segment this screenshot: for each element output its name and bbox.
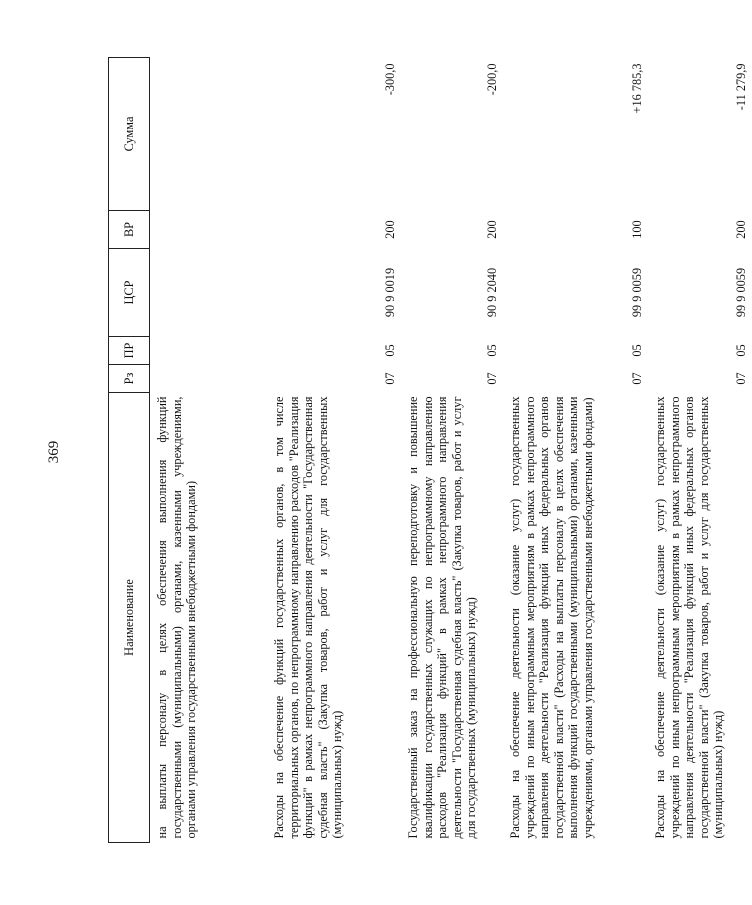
- row-rz: 07: [734, 372, 749, 385]
- header-sum: Сумма: [109, 58, 150, 211]
- row-name: Государственный заказ на профессиональную переподготовку и повышение квалификации государственных служащих по непрограммному направлению расходов "Реализация функций" в рамках непрограммного направления деятельности "Государственная судебная власть" (Закупка товаров, работ и услуг для государственных (муниципальных) нужд): [406, 396, 479, 839]
- row-pr: 05: [630, 344, 645, 357]
- header-vr: ВР: [109, 211, 150, 249]
- row-sum: [150, 58, 268, 211]
- row-csr: 90 9 2040: [485, 267, 500, 318]
- header-rz: Рз: [109, 365, 150, 393]
- row-sum: +16 785,3: [630, 63, 645, 114]
- table-row: [150, 58, 268, 843]
- row-name: Расходы на обеспечение деятельности (оказание услуг) государственных учреждений по иным непрограммным мероприятиям в рамках непрограммного направления деятельности "Реализация функций иных федеральных органов государственной власти" (Закупка товаров, работ и услуг для государственных (муниципальных) нужд): [653, 396, 726, 839]
- row-rz: 07: [485, 372, 500, 385]
- row-csr: 99 9 0059: [630, 267, 645, 318]
- row-vr: 100: [630, 220, 645, 239]
- row-name: Расходы на обеспечение функций государственных органов, в том числе территориальных органов, по непрограммному направлению расходов "Реализация функций" в рамках непрограммного направления деятельности "Государственная судебная власть" (Закупка товаров, работ и услуг для государственных (муниципальных) нужд): [272, 396, 345, 839]
- rotated-page: [108, 58, 749, 843]
- row-pr: 05: [734, 344, 749, 357]
- table-row: [401, 58, 503, 843]
- row-sum: -200,0: [485, 63, 500, 96]
- row-csr: [150, 249, 268, 337]
- row-name: на выплаты персоналу в целях обеспечения выполнения функций государственными (муниципальными) органами, казенными учреждениями, органами управления государственными внебюджетными фондами): [155, 396, 199, 839]
- row-vr: [150, 211, 268, 249]
- row-rz: 07: [383, 372, 398, 385]
- table-row: [503, 58, 648, 843]
- row-sum: -300,0: [383, 63, 398, 96]
- table-header-row: [109, 58, 150, 843]
- row-name: Расходы на обеспечение деятельности (оказание услуг) государственных учреждений по иным непрограммным мероприятиям в рамках непрограммного направления деятельности "Реализация функций иных федеральных органов государственной власти" (Расходы на выплаты персоналу в целях обеспечения выполнения функций государственными (муниципальными) органами, казенными учреждениями, органами управления государственными внебюджетными фондами): [508, 396, 595, 839]
- row-pr: [150, 337, 268, 365]
- header-csr: ЦСР: [109, 249, 150, 337]
- row-sum: -11 279,9: [734, 63, 749, 111]
- budget-table: [108, 57, 752, 843]
- row-vr: 200: [485, 220, 500, 239]
- header-name: Наименование: [109, 393, 150, 843]
- row-rz: [150, 365, 268, 393]
- row-csr: 90 9 0019: [383, 267, 398, 318]
- row-vr: 200: [734, 220, 749, 239]
- table-row: [648, 58, 752, 843]
- header-pr: ПР: [109, 337, 150, 365]
- row-pr: 05: [383, 344, 398, 357]
- page-number: 369: [46, 440, 62, 464]
- row-pr: 05: [485, 344, 500, 357]
- row-vr: 200: [383, 220, 398, 239]
- table-row: [267, 58, 401, 843]
- row-csr: 99 9 0059: [734, 267, 749, 318]
- row-rz: 07: [630, 372, 645, 385]
